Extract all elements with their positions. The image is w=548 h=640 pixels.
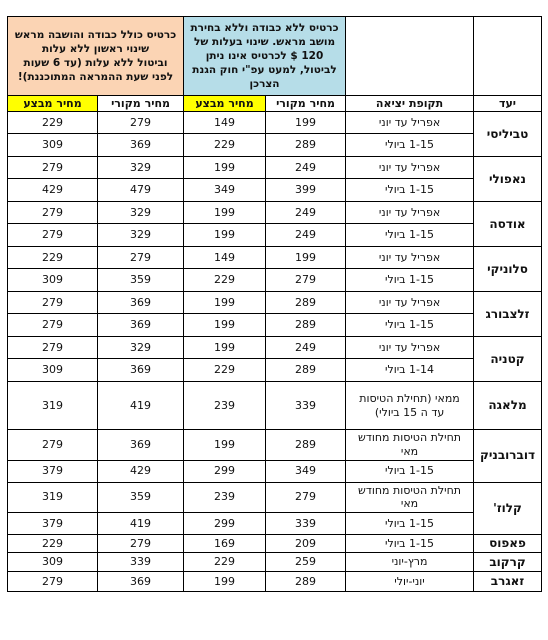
full-promo-price-cell: 229 — [8, 247, 98, 269]
full-original-price-cell: 339 — [98, 553, 184, 572]
destination-cell: נאפולי — [474, 157, 542, 202]
departure-period-cell: 1-15 ביולי — [346, 460, 474, 482]
full-original-price-cell: 279 — [98, 535, 184, 553]
table-row — [8, 314, 542, 337]
full-ticket-description: כרטיס כולל כבודה והושבה מראש שינוי ראשון ללא עלות וביטול ללא עלות (עד 6 שעות לפני שעת ההמראה המתוכננת)! — [8, 17, 184, 96]
basic-promo-price-cell: 229 — [184, 359, 266, 382]
full-promo-price-cell: 279 — [8, 292, 98, 314]
table-row — [8, 482, 542, 513]
basic-original-price-cell: 259 — [266, 553, 346, 572]
full-promo-price-cell: 309 — [8, 269, 98, 292]
table-row — [8, 553, 542, 572]
basic-original-price-cell: 249 — [266, 337, 346, 359]
full-promo-price-cell: 229 — [8, 112, 98, 134]
full-promo-price-cell: 279 — [8, 202, 98, 224]
basic-original-price-cell: 289 — [266, 292, 346, 314]
departure-period-cell: 1-15 ביולי — [346, 269, 474, 292]
basic-original-price-cell: 199 — [266, 247, 346, 269]
departure-period-cell: 1-15 ביולי — [346, 224, 474, 247]
basic-promo-price-cell: 229 — [184, 553, 266, 572]
destination-cell: מלאגה — [474, 382, 542, 430]
basic-promo-price-cell: 149 — [184, 247, 266, 269]
basic-original-price-cell: 279 — [266, 269, 346, 292]
full-original-price-cell: 359 — [98, 482, 184, 513]
full-original-price-cell: 369 — [98, 572, 184, 592]
full-promo-price-cell: 229 — [8, 535, 98, 553]
departure-period-cell: 1-15 ביולי — [346, 179, 474, 202]
departure-period-cell: 1-15 ביולי — [346, 134, 474, 157]
table-row — [8, 337, 542, 359]
full-promo-price-cell: 309 — [8, 134, 98, 157]
departure-period-cell: אפריל עד יוני — [346, 247, 474, 269]
basic-promo-price-cell: 199 — [184, 157, 266, 179]
period-header-blank — [346, 17, 474, 96]
full-promo-price-cell: 379 — [8, 460, 98, 482]
departure-period-cell: אפריל עד יוני — [346, 337, 474, 359]
full-original-price-cell: 429 — [98, 460, 184, 482]
departure-period-cell: אפריל עד יוני — [346, 202, 474, 224]
basic-promo-price-cell: 299 — [184, 460, 266, 482]
full-original-price-cell: 369 — [98, 134, 184, 157]
table-body — [8, 112, 542, 592]
destination-cell: זאגרב — [474, 572, 542, 592]
table-row — [8, 112, 542, 134]
header-row-columns — [8, 96, 542, 112]
full-original-price-cell: 369 — [98, 314, 184, 337]
departure-period-cell: תחילת הטיסות מחודש מאי — [346, 482, 474, 513]
table-row — [8, 572, 542, 592]
departure-period-cell: מרץ-יוני — [346, 553, 474, 572]
basic-original-price-cell: 199 — [266, 112, 346, 134]
basic-original-price-cell: 279 — [266, 482, 346, 513]
basic-original-price-cell: 289 — [266, 359, 346, 382]
full-original-price-cell: 329 — [98, 157, 184, 179]
destination-cell: טביליסי — [474, 112, 542, 157]
header-row-top — [8, 17, 542, 96]
full-original-price-cell: 279 — [98, 247, 184, 269]
table-row — [8, 359, 542, 382]
full-original-price-cell: 369 — [98, 359, 184, 382]
basic-promo-price-cell: 149 — [184, 112, 266, 134]
destination-cell: אודסה — [474, 202, 542, 247]
departure-period-cell: אפריל עד יוני — [346, 157, 474, 179]
basic-original-price-cell: 349 — [266, 460, 346, 482]
departure-period-cell: תחילת הטיסות מחודש מאי — [346, 430, 474, 461]
full-promo-price-cell: 309 — [8, 553, 98, 572]
full-promo-price-header: מחיר מבצע — [8, 96, 98, 112]
basic-original-price-cell: 249 — [266, 157, 346, 179]
dest-header-blank — [474, 17, 542, 96]
departure-period-cell: 1-15 ביולי — [346, 513, 474, 535]
table-row — [8, 382, 542, 430]
full-original-price-cell: 329 — [98, 337, 184, 359]
full-promo-price-cell: 319 — [8, 482, 98, 513]
full-promo-price-cell: 309 — [8, 359, 98, 382]
destination-cell: סלוניקי — [474, 247, 542, 292]
basic-promo-price-cell: 199 — [184, 202, 266, 224]
full-promo-price-cell: 279 — [8, 337, 98, 359]
table-row — [8, 513, 542, 535]
table-row — [8, 224, 542, 247]
full-original-price-cell: 369 — [98, 292, 184, 314]
destination-cell: זלצבורג — [474, 292, 542, 337]
basic-original-price-cell: 249 — [266, 224, 346, 247]
dest-column-header: יעד — [474, 96, 542, 112]
table-row — [8, 179, 542, 202]
basic-original-price-cell: 249 — [266, 202, 346, 224]
destination-cell: קלוז' — [474, 482, 542, 535]
full-promo-price-cell: 279 — [8, 314, 98, 337]
departure-period-cell: אפריל עד יוני — [346, 112, 474, 134]
full-original-price-cell: 479 — [98, 179, 184, 202]
full-promo-price-cell: 379 — [8, 513, 98, 535]
full-original-price-cell: 279 — [98, 112, 184, 134]
destination-cell: פאפוס — [474, 535, 542, 553]
departure-period-cell: יוני-יולי — [346, 572, 474, 592]
full-promo-price-cell: 429 — [8, 179, 98, 202]
basic-original-price-header: מחיר מקורי — [266, 96, 346, 112]
table-row — [8, 202, 542, 224]
basic-promo-price-cell: 229 — [184, 269, 266, 292]
full-original-price-cell: 369 — [98, 430, 184, 461]
basic-promo-price-cell: 299 — [184, 513, 266, 535]
basic-original-price-cell: 339 — [266, 513, 346, 535]
basic-original-price-cell: 289 — [266, 430, 346, 461]
full-promo-price-cell: 319 — [8, 382, 98, 430]
departure-period-cell: 1-15 ביולי — [346, 314, 474, 337]
full-promo-price-cell: 279 — [8, 430, 98, 461]
basic-original-price-cell: 289 — [266, 134, 346, 157]
basic-promo-price-cell: 349 — [184, 179, 266, 202]
basic-original-price-cell: 209 — [266, 535, 346, 553]
table-row — [8, 460, 542, 482]
basic-promo-price-cell: 169 — [184, 535, 266, 553]
basic-promo-price-cell: 199 — [184, 337, 266, 359]
table-row — [8, 134, 542, 157]
table-row — [8, 269, 542, 292]
price-table — [7, 16, 542, 592]
basic-promo-price-cell: 239 — [184, 482, 266, 513]
period-column-header: תקופת יציאה — [346, 96, 474, 112]
full-original-price-cell: 329 — [98, 224, 184, 247]
destination-cell: דוברובניק — [474, 430, 542, 483]
basic-promo-price-cell: 239 — [184, 382, 266, 430]
destination-cell: קרקוב — [474, 553, 542, 572]
basic-promo-price-cell: 199 — [184, 572, 266, 592]
destination-cell: קטניה — [474, 337, 542, 382]
departure-period-cell: ממאי (תחילת הטיסות עד ה 15 ביולי) — [346, 382, 474, 430]
basic-promo-price-header: מחיר מבצע — [184, 96, 266, 112]
full-original-price-header: מחיר מקורי — [98, 96, 184, 112]
departure-period-cell: אפריל עד יוני — [346, 292, 474, 314]
table-row — [8, 430, 542, 461]
price-table-container — [7, 16, 542, 592]
full-original-price-cell: 359 — [98, 269, 184, 292]
full-promo-price-cell: 279 — [8, 157, 98, 179]
basic-original-price-cell: 399 — [266, 179, 346, 202]
full-original-price-cell: 329 — [98, 202, 184, 224]
basic-promo-price-cell: 199 — [184, 224, 266, 247]
basic-original-price-cell: 289 — [266, 572, 346, 592]
table-row — [8, 535, 542, 553]
basic-original-price-cell: 289 — [266, 314, 346, 337]
basic-ticket-description: כרטיס ללא כבודה וללא בחירת מושב מראש. שינוי בעלות של 120 $ לכרטיס אינו ניתן לביטול, למעט עפ"י חוק הגנת הצרכן — [184, 17, 346, 96]
departure-period-cell: 1-15 ביולי — [346, 535, 474, 553]
full-promo-price-cell: 279 — [8, 224, 98, 247]
table-row — [8, 157, 542, 179]
basic-promo-price-cell: 199 — [184, 430, 266, 461]
basic-promo-price-cell: 199 — [184, 292, 266, 314]
basic-promo-price-cell: 229 — [184, 134, 266, 157]
full-promo-price-cell: 279 — [8, 572, 98, 592]
full-original-price-cell: 419 — [98, 382, 184, 430]
full-original-price-cell: 419 — [98, 513, 184, 535]
basic-original-price-cell: 339 — [266, 382, 346, 430]
table-row — [8, 292, 542, 314]
table-row — [8, 247, 542, 269]
departure-period-cell: 1-14 ביולי — [346, 359, 474, 382]
basic-promo-price-cell: 199 — [184, 314, 266, 337]
